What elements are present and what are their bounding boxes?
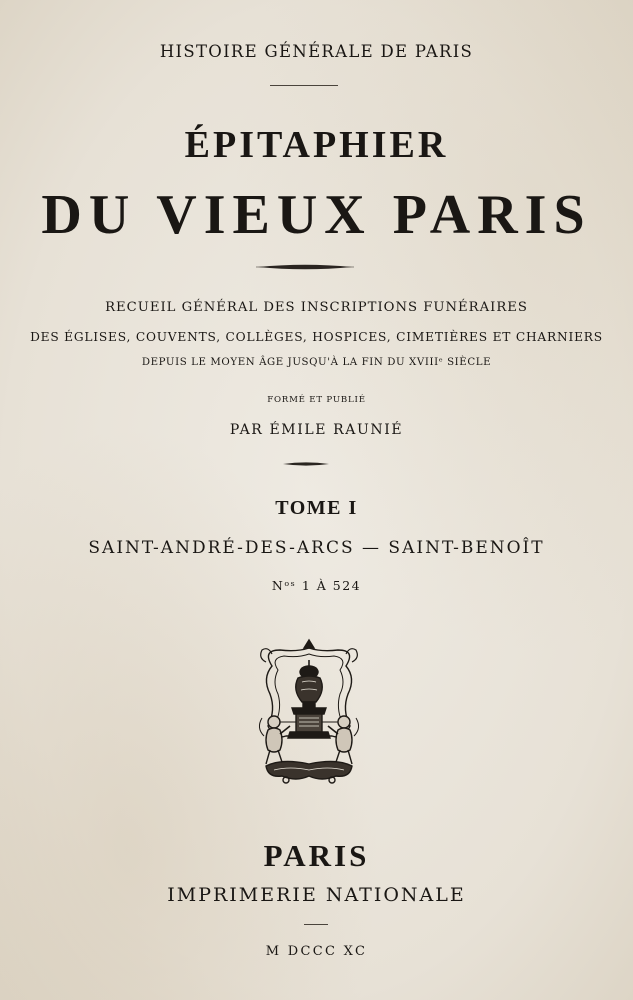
volume-contents: SAINT-ANDRÉ-DES-ARCS — SAINT-BENOÎT (88, 538, 545, 558)
ornamental-rule-icon (256, 262, 354, 272)
printers-mark-icon (252, 636, 366, 788)
subtitle-line-2: DES ÉGLISES, COUVENTS, COLLÈGES, HOSPICES, CIMETIÈRES ET CHARNIERS (30, 330, 603, 344)
divider-rule (304, 924, 328, 925)
main-title-line-2: DU VIEUX PARIS (41, 184, 592, 246)
formed-label: FORMÉ ET PUBLIÉ (267, 395, 366, 405)
entry-range: Nᵒˢ 1 À 524 (271, 578, 362, 593)
imprint-printer: IMPRIMERIE NATIONALE (167, 884, 466, 906)
author-line: PAR ÉMILE RAUNIÉ (229, 422, 404, 438)
volume-number: TOME I (275, 497, 358, 519)
series-title: HISTOIRE GÉNÉRALE DE PARIS (159, 42, 474, 61)
subtitle-line-3: DEPUIS LE MOYEN ÂGE JUSQU'À LA FIN DU XVIIIᵉ SIÈCLE (141, 357, 492, 368)
subtitle-line-1: RECUEIL GÉNÉRAL DES INSCRIPTIONS FUNÉRAIRES (105, 300, 528, 315)
main-title-line-1: ÉPITAPHIER (184, 124, 449, 166)
imprint-city: PARIS (263, 838, 370, 873)
ornamental-rule-icon (282, 460, 330, 468)
divider-rule (270, 85, 338, 86)
imprint-date: M DCCC XC (265, 944, 368, 959)
